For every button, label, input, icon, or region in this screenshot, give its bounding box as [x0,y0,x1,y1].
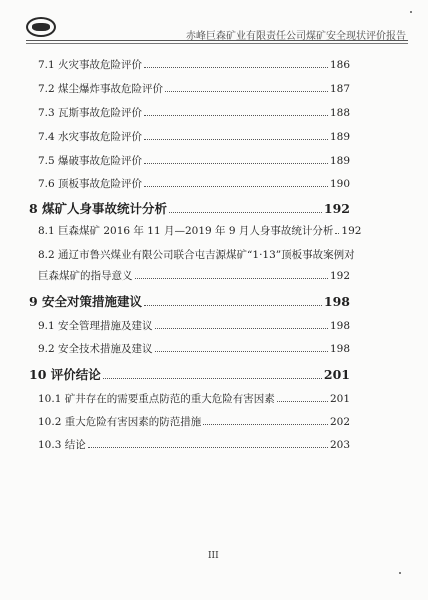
toc-entry-label: 7.1 火灾事故危险评价 [38,59,143,71]
toc-entry[interactable] [38,414,350,429]
toc-entry-page: 198 [329,320,350,332]
toc-entry-label: 7.5 爆破事故危险评价 [38,155,143,167]
toc-entry[interactable] [38,318,350,333]
toc-entry[interactable] [38,105,350,120]
toc-chapter-label: 9 安全对策措施建议 [29,294,143,309]
toc-leader [103,378,322,379]
toc-entry-page: 189 [329,131,350,143]
toc-leader [169,212,322,213]
toc-entry-page: 190 [329,178,350,190]
toc-entry-label: 9.2 安全技术措施及建议 [38,343,153,355]
toc-entry-page: 201 [329,393,350,405]
toc-leader [165,91,328,92]
toc-entry-page: 198 [329,343,350,355]
toc-entry-label: 8.1 巨森煤矿 2016 年 11 月—2019 年 9 月人身事故统计分析 [38,225,334,237]
toc-entry-label: 7.4 水灾事故危险评价 [38,131,143,143]
toc-entry-page: 192 [329,270,350,282]
toc-chapter[interactable] [29,365,350,383]
toc-entry-label: 7.6 顶板事故危险评价 [38,178,143,190]
toc-entry-label: 10.3 结论 [38,439,86,451]
toc-entry[interactable] [38,341,350,356]
toc-entry[interactable] [38,268,350,283]
toc-leader [135,278,328,279]
toc-entry-page: 189 [329,155,350,167]
toc-leader [277,401,328,402]
toc-entry[interactable] [38,176,350,191]
toc-chapter-label: 8 煤矿人身事故统计分析 [29,201,168,216]
header-rule-thin [26,43,408,44]
toc-chapter-page: 198 [323,294,350,309]
toc-leader [155,328,328,329]
toc-entry[interactable] [38,437,350,452]
toc-chapter-page: 192 [323,201,350,216]
toc-leader [203,424,328,425]
toc-entry-label: 9.1 安全管理措施及建议 [38,320,153,332]
toc-entry-page: 192 [341,225,362,237]
scan-speck [399,572,401,574]
header-rule [26,40,408,41]
toc-entry-label: 10.1 矿井存在的需要重点防范的重大危险有害因素 [38,393,275,405]
toc-entry-label-line1: 8.2 通辽市鲁兴煤业有限公司联合屯吉源煤矿“1·13”顶板事故案例对 [38,249,355,261]
toc-entry[interactable] [38,81,350,96]
toc-leader [144,67,328,68]
toc-leader [88,447,328,448]
toc-leader [144,163,328,164]
header-title: 赤峰巨森矿业有限责任公司煤矿安全现状评价报告 [186,31,406,42]
toc-entry-page: 187 [329,83,350,95]
toc-entry-page: 188 [329,107,350,119]
toc-chapter-page: 201 [323,367,350,382]
toc-leader [335,233,339,234]
toc-entry-label: 巨森煤矿的指导意义 [38,270,133,282]
toc-entry[interactable] [38,223,362,238]
toc-entry[interactable] [38,57,350,72]
toc-entry-label: 10.2 重大危险有害因素的防范措施 [38,416,202,428]
toc-chapter-label: 10 评价结论 [29,367,101,382]
toc-leader [144,186,328,187]
toc-leader [144,305,322,306]
toc-entry-label: 7.2 煤尘爆炸事故危险评价 [38,83,164,95]
company-logo-icon [26,17,56,37]
toc-entry[interactable] [38,153,350,168]
toc-leader [144,139,328,140]
page-number: III [208,551,219,561]
toc-entry[interactable] [38,129,350,144]
toc-chapter[interactable] [29,292,350,310]
toc-entry-page: 202 [329,416,350,428]
toc-entry-page: 203 [329,439,350,451]
scan-speck [410,11,412,13]
toc-entry-page: 186 [329,59,350,71]
toc-chapter[interactable] [29,199,350,217]
toc-leader [144,115,328,116]
toc-entry-label: 7.3 瓦斯事故危险评价 [38,107,143,119]
toc-leader [155,351,328,352]
toc-entry[interactable] [38,391,350,406]
